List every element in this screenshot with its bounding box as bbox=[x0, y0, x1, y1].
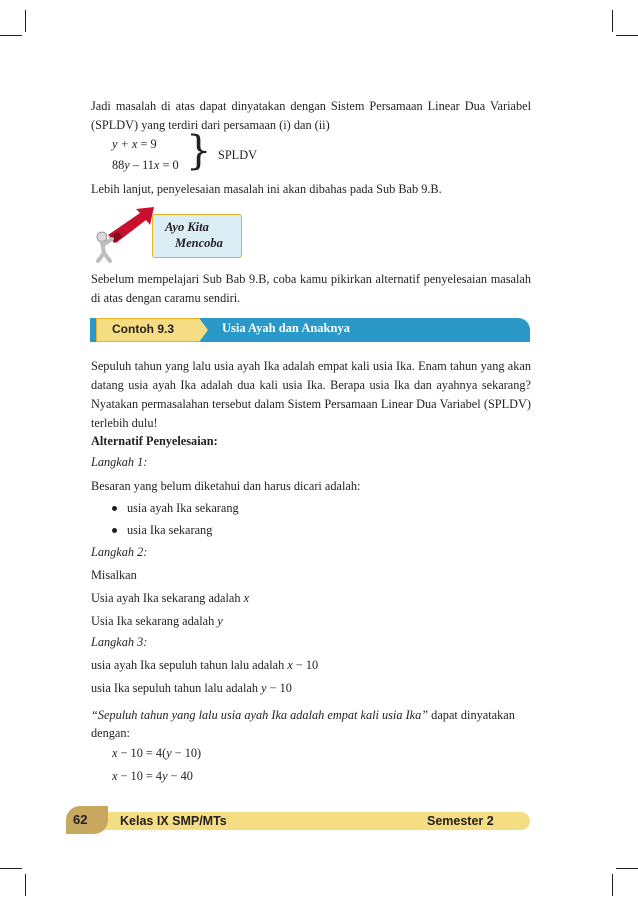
contoh-title: Usia Ayah dan Anaknya bbox=[222, 321, 350, 335]
footer-class-label: Kelas IX SMP/MTs bbox=[120, 814, 227, 828]
equation-1: y + x = 9 bbox=[112, 137, 157, 151]
system-label: SPLDV bbox=[218, 148, 257, 162]
problem-text: Sepuluh tahun yang lalu usia ayah Ika adalah empat kali usia Ika. Enam tahun yang akan datang usia ayah Ika adalah dua kali usia Ika. Berapa usia Ika dan ayahnya sekarang? Nyatakan permasalahan tersebut dalam Sistem Persamaan Linear Dua Variabel (SPLDV) terlebih dulu! bbox=[91, 359, 531, 430]
crop-mark bbox=[25, 874, 26, 896]
step3-line-a: usia ayah Ika sepuluh tahun lalu adalah x − 10 bbox=[91, 658, 319, 672]
list-item: usia ayah Ika sekarang bbox=[112, 499, 239, 518]
equation-b: x − 10 = 4y − 40 bbox=[112, 769, 193, 783]
crop-mark bbox=[0, 868, 22, 869]
step3-line-b: usia Ika sepuluh tahun lalu adalah y − 10 bbox=[91, 681, 292, 695]
system-brace: } bbox=[186, 128, 212, 174]
crop-mark bbox=[612, 874, 613, 896]
ayo-text: Sebelum mempelajari Sub Bab 9.B, coba kamu pikirkan alternatif penyelesaian masalah di atas dengan caramu sendiri. bbox=[91, 272, 531, 305]
intro-paragraph: Jadi masalah di atas dapat dinyatakan dengan Sistem Persamaan Linear Dua Variabel (SPLDV) yang terdiri dari persamaan (i) dan (ii) bbox=[91, 99, 531, 132]
misalkan-text: Misalkan bbox=[91, 568, 137, 582]
crop-mark bbox=[0, 35, 22, 36]
quote-end: dengan: bbox=[91, 726, 130, 740]
step1-label: Langkah 1: bbox=[91, 455, 148, 469]
page-number: 62 bbox=[73, 812, 88, 827]
solution-heading: Alternatif Penyelesaian: bbox=[91, 434, 218, 448]
list-item: usia Ika sekarang bbox=[112, 521, 212, 540]
crop-mark bbox=[616, 868, 638, 869]
let-y: Usia Ika sekarang adalah y bbox=[91, 614, 223, 628]
footer-semester-label: Semester 2 bbox=[427, 814, 494, 828]
contoh-label: Contoh 9.3 bbox=[112, 322, 174, 336]
step1-text: Besaran yang belum diketahui dan harus dicari adalah: bbox=[91, 479, 361, 493]
step3-label: Langkah 3: bbox=[91, 635, 148, 649]
figure-pushing-arrow-icon bbox=[88, 207, 158, 263]
ayo-line1: Ayo Kita bbox=[165, 220, 209, 234]
crop-mark bbox=[616, 35, 638, 36]
equation-2: 88y – 11x = 0 bbox=[112, 158, 179, 172]
let-x: Usia ayah Ika sekarang adalah x bbox=[91, 591, 250, 605]
equation-a: x − 10 = 4(y − 10) bbox=[112, 746, 202, 760]
ayo-kita-mencoba-box bbox=[152, 214, 242, 258]
step2-label: Langkah 2: bbox=[91, 545, 148, 559]
quote-line: “Sepuluh tahun yang lalu usia ayah Ika adalah empat kali usia Ika” dapat dinyatakan bbox=[91, 708, 515, 722]
crop-mark bbox=[25, 10, 26, 32]
followup-text: Lebih lanjut, penyelesaian masalah ini akan dibahas pada Sub Bab 9.B. bbox=[91, 182, 442, 196]
crop-mark bbox=[612, 10, 613, 32]
ayo-line2: Mencoba bbox=[175, 236, 223, 250]
